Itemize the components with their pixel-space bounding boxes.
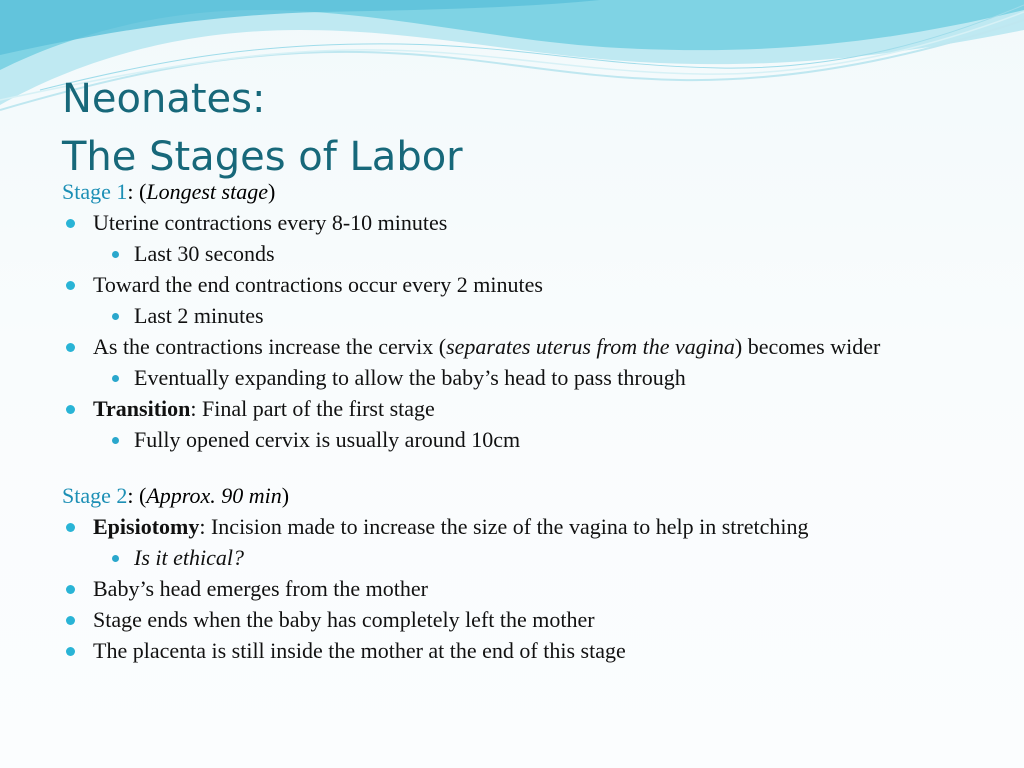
- stage-1-colon: : (: [127, 179, 147, 204]
- list-item: Stage ends when the baby has completely left the mother: [62, 608, 962, 632]
- bullet-icon: [112, 313, 119, 320]
- slide-body: [62, 180, 962, 670]
- stage-2-label: Stage 2: [62, 483, 128, 508]
- bullet-icon: [112, 251, 119, 258]
- stage-2-heading: [62, 484, 962, 508]
- stage-2-description: Approx. 90 min: [146, 483, 282, 508]
- slide-title: [62, 70, 962, 186]
- bullet-icon: [112, 375, 119, 382]
- list-item: Uterine contractions every 8-10 minutes: [62, 211, 962, 235]
- list-item: Toward the end contractions occur every 2 minutes: [62, 273, 962, 297]
- list-item: Transition: Final part of the first stage: [62, 397, 962, 421]
- section-gap: [62, 459, 962, 484]
- bullet-icon: [66, 585, 75, 594]
- bullet-icon: [66, 281, 75, 290]
- bullet-icon: [66, 343, 75, 352]
- list-item: Is it ethical?: [62, 546, 962, 570]
- list-item: Eventually expanding to allow the baby’s head to pass through: [62, 366, 962, 390]
- stage-1-close: ): [267, 179, 276, 204]
- bullet-icon: [112, 555, 119, 562]
- bullet-icon: [66, 405, 75, 414]
- stage-2-close: ): [281, 483, 290, 508]
- bullet-icon: [66, 616, 75, 625]
- list-item: As the contractions increase the cervix (separates uterus from the vagina) becomes wider: [62, 335, 962, 359]
- bullet-icon: [66, 219, 75, 228]
- stage-2-colon: : (: [127, 483, 147, 508]
- bullet-icon: [66, 523, 75, 532]
- list-item: Baby’s head emerges from the mother: [62, 577, 962, 601]
- bullet-icon: [66, 647, 75, 656]
- title-line-1: Neonates:: [62, 76, 266, 122]
- list-item: Fully opened cervix is usually around 10cm: [62, 428, 962, 452]
- list-item: Episiotomy: Incision made to increase the size of the vagina to help in stretching: [62, 515, 962, 539]
- stage-1-heading: [62, 180, 962, 204]
- list-item: The placenta is still inside the mother at the end of this stage: [62, 639, 962, 663]
- bullet-icon: [112, 437, 119, 444]
- list-item: Last 2 minutes: [62, 304, 962, 328]
- title-line-2: The Stages of Labor: [62, 134, 463, 180]
- list-item: Last 30 seconds: [62, 242, 962, 266]
- stage-1-description: Longest stage: [146, 179, 268, 204]
- stage-1-label: Stage 1: [62, 179, 128, 204]
